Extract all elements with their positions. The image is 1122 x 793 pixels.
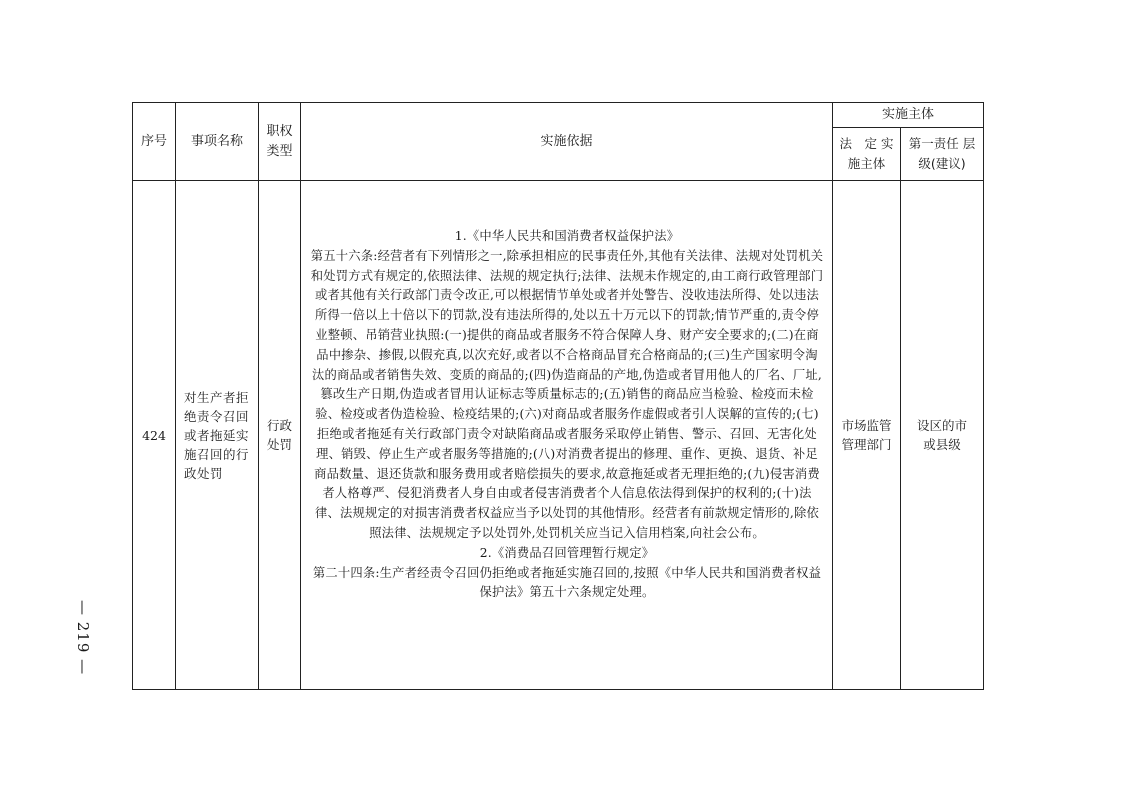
row-name: 对生产者拒绝责令召回或者拖延实施召回的行政处罚 [184, 389, 250, 481]
row-type-cell [259, 181, 301, 690]
header-subject: 实施主体 [833, 103, 984, 128]
basis-law-1-text: 第五十六条:经营者有下列情形之一,除承担相应的民事责任外,其他有关法律、法规对处罚机关和处罚方式有规定的,依照法律、法规的规定执行;法律、法规未作规定的,由工商行政管理部门或者其他有关行政部门责令改正,可以根据情节单处或者并处警告、没收违法所得、处以违法所得一倍以上十倍以下的罚款,没有违法所得的,处以五十万元以下的罚款;情节严重的,责令停业整顿、吊销营业执照:(一)提供的商品或者服务不符合保障人身、财产安全要求的;(二)在商品中掺杂、掺假,以假充真,以次充好,或者以不合格商品冒充合格商品的;(三)生产国家明令淘汰的商品或者销售失效、变质的商品的;(四)伪造商品的产地,伪造或者冒用他人的厂名、厂址,篡改生产日期,伪造或者冒用认证标志等质量标志的;(五)销售的商品应当检验、检疫而未检验、检疫或者伪造检验、检疫结果的;(六)对商品或者服务作虚假或者引人误解的宣传的;(七)拒绝或者拖延有关行政部门责令对缺陷商品或者服务采取停止销售、警示、召回、无害化处理、销毁、停止生产或者服务等措施的;(八)对消费者提出的修理、重作、更换、退货、补足商品数量、退还货款和服务费用或者赔偿损失的要求,故意拖延或者无理拒绝的;(九)侵害消费者人格尊严、侵犯消费者人身自由或者侵害消费者个人信息依法得到保护的权利的;(十)法律、法规规定的对损害消费者权益应当予以处罚的其他情形。经营者有前款规定情形的,除依照法律、法规规定予以处罚外,处罚机关应当记入信用档案,向社会公布。 [310, 248, 824, 540]
header-index: 序号 [133, 103, 176, 181]
basis-law-1-title: 1.《中华人民共和国消费者权益保护法》 [454, 229, 680, 243]
header-name: 事项名称 [176, 103, 259, 181]
matters-table [132, 102, 984, 690]
page-number: — 219 — [74, 600, 92, 676]
row-type: 行政处罚 [266, 418, 292, 452]
header-type: 职权类型 [259, 103, 301, 181]
header-basis: 实施依据 [301, 103, 833, 181]
row-level: 设区的市或县级 [916, 418, 967, 452]
header-legal-subject: 法 定 实施主体 [833, 128, 901, 181]
row-name-cell [176, 181, 259, 690]
row-basis [301, 181, 833, 690]
table-row [133, 181, 984, 690]
header-level: 第一责任 层级(建议) [901, 128, 984, 181]
row-legal-subject: 市场监管管理部门 [841, 418, 892, 452]
row-legal-subject-cell [833, 181, 901, 690]
basis-law-2-text: 第二十四条:生产者经责令召回仍拒绝或者拖延实施召回的,按照《中华人民共和国消费者权益保护法》第五十六条规定处理。 [312, 565, 822, 600]
row-index: 424 [133, 181, 176, 690]
row-level-cell [901, 181, 984, 690]
basis-law-2-title: 2.《消费品召回管理暂行规定》 [479, 545, 655, 560]
